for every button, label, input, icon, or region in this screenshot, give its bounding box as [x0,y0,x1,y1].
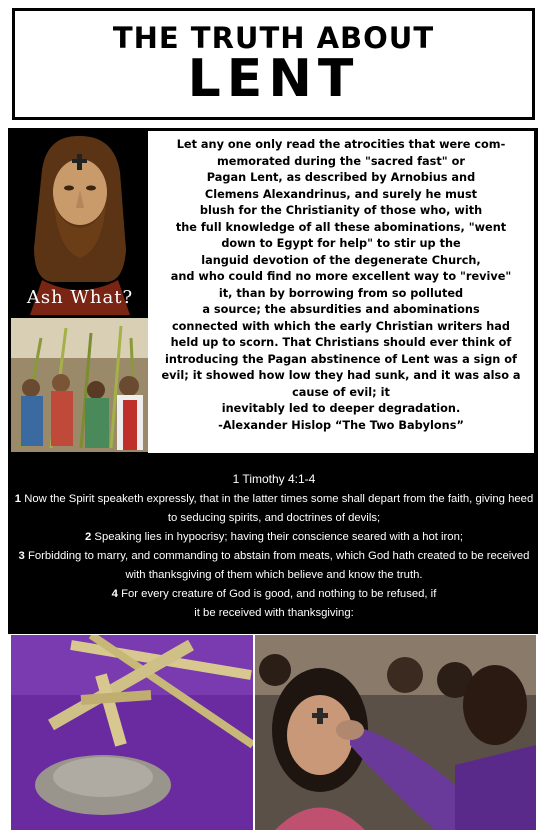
verse-3 [14,547,534,585]
quote-line: Pagan Lent, as described by Arnobius and [206,171,476,184]
quote-line: evil; it showed how low they had sunk, and it was also a [161,369,521,382]
verse-number: 3 [18,550,25,562]
quote-line: the full knowledge of all these abominations, "went [175,220,507,234]
scripture-block [14,470,534,623]
quote-line: Clemens Alexandrinus, and surely he must [204,187,478,201]
quote-line: Let any one only read the atrocities that were com- [176,138,506,151]
scripture-reference: 1 Timothy 4:1-4 [232,472,316,486]
verse-text: For every creature of God is good, and nothing to be refused, if it be received with thanksgiving: [117,588,437,619]
title-line-2: LENT [187,49,360,109]
verse-text: Forbidding to marry, and commanding to abstain from meats, which God hath created to be received with thanksgiving of them which believe and know the truth. [24,550,530,581]
quote-line: a source; the absurdities and abominations [202,303,480,316]
verse-1 [14,490,534,528]
hislop-quote [156,137,526,434]
palm-sunday-crowd-photo [11,318,148,452]
quote-line: inevitably led to deeper degradation. [221,402,461,415]
title-line-1: THE TRUTH ABOUT [112,21,435,55]
quote-line: it, than by borrowing from so polluted [218,286,464,300]
quote-line: connected with which the early Christian writers had [171,319,511,333]
ash-what-caption: Ash What? [26,287,134,308]
quote-box [148,131,534,453]
ash-wednesday-photo [255,635,536,830]
palm-cross-ashes-photo [11,635,253,830]
quote-line: down to Egypt for help" to stir up the [221,237,461,250]
quote-line: memorated during the "sacred fast" or [217,154,465,168]
verse-2 [14,528,534,547]
quote-line: and who could find no more excellent way to "revive" [170,270,512,283]
verse-number: 4 [111,588,118,600]
verse-number: 2 [84,531,92,543]
quote-line: cause of evil; it [292,385,390,399]
verse-text: Speaking lies in hypocrisy; having their conscience seared with a hot iron; [91,531,464,543]
quote-line: blush for the Christianity of those who, with [199,204,483,217]
title-box [12,8,535,120]
verse-text: Now the Spirit speaketh expressly, that in the latter times some shall depart from the faith, giving heed to seducing spirits, and doctrines of devils; [21,493,534,524]
verse-4 [14,585,534,623]
quote-line: introducing the Pagan abstinence of Lent was a sign of [165,352,517,366]
verse-number: 1 [14,493,22,505]
quote-line: held up to scorn. That Christians should ever think of [170,336,512,349]
quote-attribution: -Alexander Hislop “The Two Babylons” [218,418,464,432]
quote-line: languid devotion of the degenerate Church, [201,253,481,267]
